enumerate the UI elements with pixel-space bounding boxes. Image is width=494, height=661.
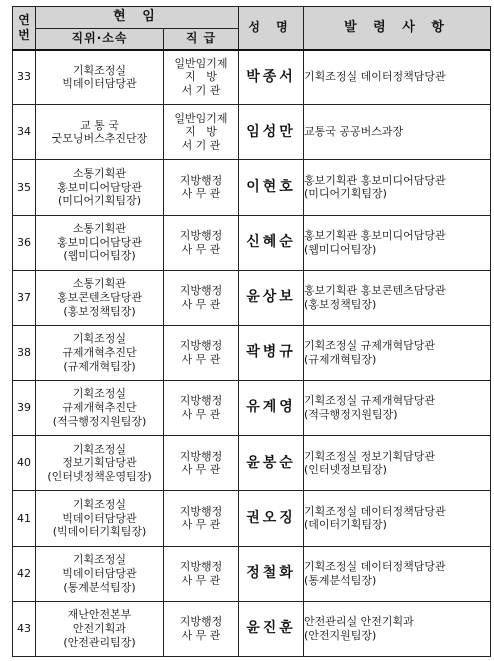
table-row	[13, 546, 491, 601]
table-row	[13, 436, 491, 491]
grade-line: 지방행정	[179, 394, 223, 408]
appointment-line: 기획조정실 규제개혁담당관	[304, 339, 436, 353]
current-grade	[164, 105, 239, 160]
current-grade	[164, 160, 239, 215]
person-name: 윤봉순	[239, 436, 304, 491]
serial-number: 41	[13, 491, 36, 546]
appointment-detail	[304, 160, 491, 215]
grade-line: 서 기 관	[181, 139, 221, 153]
current-grade	[164, 50, 239, 105]
position-line: 기획조정실	[72, 553, 127, 566]
current-position	[36, 436, 164, 491]
appointment-line: (안전지원팀장)	[304, 628, 377, 642]
appointment-line: 기획조정실 규제개혁담당관	[304, 394, 436, 408]
appointment-line: 홍보기획관 홍보미디어담당관	[304, 228, 446, 242]
current-grade	[164, 215, 239, 270]
position-line: 빅데이터담당관	[62, 77, 137, 91]
serial-number: 42	[13, 546, 36, 601]
header-serial-bottom: 번	[18, 27, 30, 42]
position-line: 홍보미디어담당관	[56, 235, 142, 249]
serial-number: 40	[13, 436, 36, 491]
table-row	[13, 160, 491, 215]
serial-number: 38	[13, 325, 36, 380]
position-line: 홍보콘텐츠담당관	[56, 290, 142, 304]
header-position: 직위·소속	[36, 29, 164, 50]
header-appointment: 발 령 사 항	[304, 7, 491, 50]
appointment-line: (홍보정책팀장)	[304, 297, 377, 311]
appointment-line: (인터넷정보팀장)	[304, 463, 387, 477]
appointment-line: 기획조정실 데이터정책담당관	[304, 559, 446, 573]
grade-line: 지 방	[185, 70, 217, 84]
appointment-line: (통계분석팀장)	[304, 573, 377, 587]
table-row	[13, 50, 491, 105]
appointment-line: (규제개혁팀장)	[304, 352, 377, 366]
position-line: (통계분석팀장)	[63, 580, 136, 594]
person-name: 이현호	[239, 160, 304, 215]
current-grade	[164, 270, 239, 325]
position-line: (규제개혁팀장)	[63, 359, 136, 373]
grade-line: 사 무 관	[181, 628, 221, 642]
grade-line: 지방행정	[179, 173, 223, 187]
position-line: (홍보정책팀장)	[63, 304, 136, 318]
header-serial-top: 연	[18, 12, 30, 27]
grade-line: 지방행정	[179, 504, 223, 518]
current-position	[36, 546, 164, 601]
grade-line: 일반임기제	[174, 56, 228, 70]
position-line: 기획조정실	[72, 63, 127, 77]
table-body	[13, 50, 491, 657]
table-row	[13, 270, 491, 325]
position-line: 홍보미디어담당관	[56, 180, 142, 194]
serial-number: 43	[13, 601, 36, 656]
grade-line: 사 무 관	[181, 573, 221, 587]
appointment-detail	[304, 270, 491, 325]
current-position	[36, 105, 164, 160]
appointment-detail	[304, 601, 491, 656]
person-name: 유계영	[239, 381, 304, 436]
grade-line: 일반임기제	[174, 111, 228, 125]
position-line: 안전기획과	[72, 621, 127, 635]
person-name: 임성만	[239, 105, 304, 160]
appointment-detail	[304, 325, 491, 380]
grade-line: 지방행정	[179, 284, 223, 298]
grade-line: 사 무 관	[181, 297, 221, 311]
serial-number: 37	[13, 270, 36, 325]
position-line: (적극행정지원팀장)	[52, 414, 147, 428]
position-line: 기획조정실	[72, 387, 127, 401]
table-header	[13, 7, 491, 50]
current-grade	[164, 601, 239, 656]
position-line: 굿모닝버스추진단장	[51, 132, 148, 146]
position-line: 재난안전본부	[67, 608, 132, 622]
position-line: 소통기획관	[72, 277, 127, 291]
current-position	[36, 270, 164, 325]
header-current-post: 현 임	[36, 7, 239, 29]
position-line: 교 통 국	[80, 118, 119, 132]
grade-line: 지방행정	[179, 615, 223, 629]
appointment-line: 기획조정실 데이터정책담당관	[304, 70, 446, 84]
current-position	[36, 160, 164, 215]
position-line: 정보기획담당관	[62, 456, 137, 470]
current-position	[36, 381, 164, 436]
serial-number: 34	[13, 105, 36, 160]
header-serial-number	[13, 7, 36, 50]
position-line: (웹미디어팀장)	[63, 249, 136, 263]
current-position	[36, 325, 164, 380]
person-name: 신혜순	[239, 215, 304, 270]
appointment-line: (웹미디어팀장)	[304, 242, 377, 256]
current-position	[36, 50, 164, 105]
serial-number: 35	[13, 160, 36, 215]
current-grade	[164, 381, 239, 436]
table-row	[13, 215, 491, 270]
person-name: 윤진훈	[239, 601, 304, 656]
grade-line: 사 무 관	[181, 518, 221, 532]
grade-line: 서 기 관	[181, 84, 221, 98]
appointment-line: (데이터기획팀장)	[304, 518, 387, 532]
appointment-line: (미디어기획팀장)	[304, 187, 387, 201]
grade-line: 지방행정	[179, 339, 223, 353]
position-line: 빅데이터담당관	[62, 566, 137, 580]
position-line: 소통기획관	[72, 221, 127, 235]
current-position	[36, 215, 164, 270]
appointment-detail	[304, 50, 491, 105]
grade-line: 사 무 관	[181, 187, 221, 201]
current-position	[36, 491, 164, 546]
appointment-line: 기획조정실 정보기획담당관	[304, 449, 436, 463]
current-grade	[164, 436, 239, 491]
grade-line: 지방행정	[179, 449, 223, 463]
grade-line: 지방행정	[179, 559, 223, 573]
grade-line: 사 무 관	[181, 463, 221, 477]
table-row	[13, 381, 491, 436]
position-line: 소통기획관	[72, 166, 127, 180]
current-position	[36, 601, 164, 656]
appointment-detail	[304, 215, 491, 270]
grade-line: 사 무 관	[181, 352, 221, 366]
person-name: 박종서	[239, 50, 304, 105]
person-name: 권오징	[239, 491, 304, 546]
current-grade	[164, 325, 239, 380]
person-name: 윤상보	[239, 270, 304, 325]
appointment-table	[12, 6, 491, 657]
serial-number: 36	[13, 215, 36, 270]
current-grade	[164, 491, 239, 546]
table-row	[13, 325, 491, 380]
grade-line: 지 방	[185, 125, 217, 139]
position-line: (안전관리팀장)	[63, 635, 136, 649]
position-line: 기획조정실	[72, 497, 127, 511]
appointment-detail	[304, 546, 491, 601]
appointment-detail	[304, 105, 491, 160]
table-row	[13, 601, 491, 656]
appointment-line: 홍보기획관 홍보콘텐츠담당관	[304, 284, 446, 298]
current-grade	[164, 546, 239, 601]
table-row	[13, 105, 491, 160]
position-line: (인터넷정책운영팀장)	[47, 470, 152, 484]
serial-number: 39	[13, 381, 36, 436]
table-row	[13, 491, 491, 546]
person-name: 곽병규	[239, 325, 304, 380]
appointment-detail	[304, 436, 491, 491]
person-name: 정철화	[239, 546, 304, 601]
appointment-detail	[304, 381, 491, 436]
header-grade: 직 급	[164, 29, 239, 50]
serial-number: 33	[13, 50, 36, 105]
appointment-line: 안전관리실 안전기획과	[304, 615, 414, 629]
position-line: 규제개혁추진단	[62, 346, 137, 360]
position-line: 기획조정실	[72, 442, 127, 456]
position-line: (미디어기획팀장)	[58, 194, 141, 208]
grade-line: 사 무 관	[181, 408, 221, 422]
appointment-line: 교통국 공공버스과장	[304, 125, 404, 139]
position-line: 규제개혁추진단	[62, 401, 137, 415]
grade-line: 지방행정	[179, 228, 223, 242]
appointment-detail	[304, 491, 491, 546]
appointment-line: 홍보기획관 홍보미디어담당관	[304, 173, 446, 187]
position-line: (빅데이터기획팀장)	[52, 525, 147, 539]
position-line: 기획조정실	[72, 332, 127, 346]
position-line: 빅데이터담당관	[62, 511, 137, 525]
header-name: 성 명	[239, 7, 304, 50]
appointment-line: (적극행정지원팀장)	[304, 408, 398, 422]
grade-line: 사 무 관	[181, 242, 221, 256]
appointment-line: 기획조정실 데이터정책담당관	[304, 504, 446, 518]
